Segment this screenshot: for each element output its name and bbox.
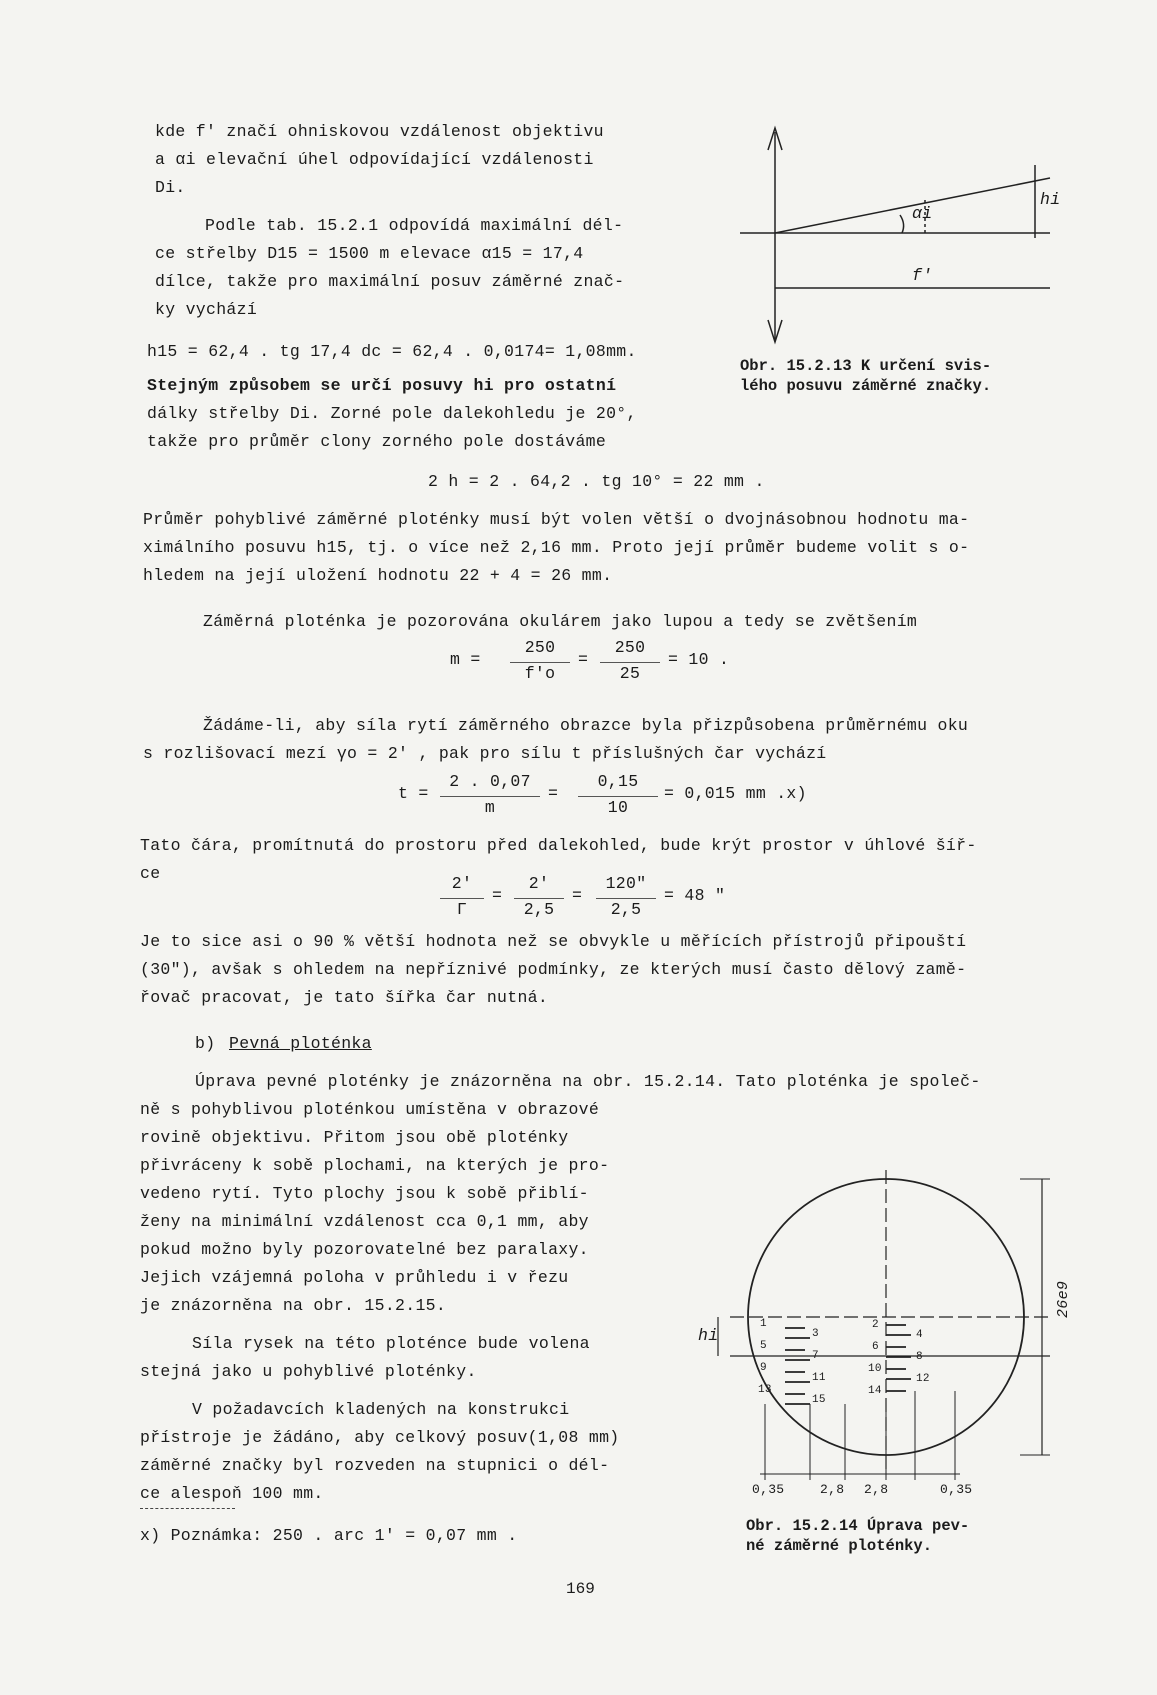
section-b-title: Pevná ploténka	[229, 1034, 372, 1053]
eq-t-den1: m	[484, 798, 496, 817]
eq-m-mid: =	[578, 650, 589, 669]
figure-vertical-shift	[730, 120, 1060, 350]
eq-a-num3: 120"	[605, 874, 647, 893]
para3-line-1: Průměr pohyblivé záměrné ploténky musí být volen větší o dvojnásobnou hodnotu ma-	[143, 510, 970, 529]
figure2-caption-line-1: Obr. 15.2.14 Úprava pev-	[746, 1517, 970, 1535]
right-mark-14: 14	[868, 1385, 882, 1397]
eq-a-rhs: = 48 "	[664, 886, 726, 905]
eq-m-num2: 250	[614, 638, 646, 657]
page-number: 169	[566, 1580, 595, 1598]
eq-a-eq2: =	[572, 886, 583, 905]
footnote: x) Poznámka: 250 . arc 1' = 0,07 mm .	[140, 1526, 518, 1545]
para3-line-3: hledem na její uložení hodnotu 22 + 4 = 26 mm.	[143, 566, 613, 585]
para5-line-1: Žádáme-li, aby síla rytí záměrného obrazce byla přizpůsobena průměrnému oku	[203, 716, 969, 735]
eq-m-lhs: m =	[450, 650, 481, 669]
para10-line-1: V požadavcích kladených na konstrukci	[192, 1400, 570, 1419]
para5-line-2: s rozlišovací mezí γo = 2' , pak pro sílu t příslušných čar vychází	[143, 744, 827, 763]
right-mark-8: 8	[916, 1351, 923, 1363]
para8-line-9: je znázorněna na obr. 15.2.15.	[140, 1296, 447, 1315]
figure1-label-alpha: αi	[912, 204, 933, 223]
para8-line-1: Úprava pevné ploténky je znázorněna na obr. 15.2.14. Tato ploténka je společ-	[195, 1072, 981, 1091]
para8-line-4: přivráceny k sobě plochami, na kterých je pro-	[140, 1156, 610, 1175]
figure1-label-h: hi	[1040, 190, 1061, 209]
para8-line-7: pokud možno byly pozorovatelné bez paralaxy.	[140, 1240, 589, 1259]
para1-line-1: Podle tab. 15.2.1 odpovídá maximální dél-	[205, 216, 624, 235]
bottom-dim-3: 2,8	[864, 1482, 889, 1497]
para2-line-3: takže pro průměr clony zorného pole dostáváme	[147, 432, 607, 451]
para1-line-3: dílce, takže pro maximální posuv záměrné znač-	[155, 272, 625, 291]
para8-line-3: rovině objektivu. Přitom jsou obě ploténky	[140, 1128, 569, 1147]
para10-line-3: záměrné značky byl rozveden na stupnici o dél-	[140, 1456, 610, 1475]
figure1-caption-line-1: Obr. 15.2.13 K určení svis-	[740, 357, 992, 375]
bottom-dim-2: 2,8	[820, 1482, 845, 1497]
section-b-prefix: b)	[195, 1034, 216, 1053]
figure2-dim-h: hi	[698, 1326, 719, 1345]
para2-line-1: Stejným způsobem se určí posuvy hi pro ostatní	[147, 376, 617, 395]
para6-line-1: Tato čára, promítnutá do prostoru před dalekohled, bude krýt prostor v úhlové šíř-	[140, 836, 977, 855]
equation-2h: 2 h = 2 . 64,2 . tg 10° = 22 mm .	[428, 472, 765, 491]
para7-line-2: (30"), avšak s ohledem na nepříznivé podmínky, ze kterých musí často dělový zamě-	[140, 960, 967, 979]
left-mark-15: 15	[812, 1394, 826, 1406]
para10-line-2: přístroje je žádáno, aby celkový posuv(1,08 mm)	[140, 1428, 620, 1447]
eq-a-den2: 2,5	[523, 900, 555, 919]
para6-line-2: ce	[140, 864, 161, 883]
para3-line-2: ximálního posuvu h15, tj. o více než 2,16 mm. Proto její průměr budeme volit s o-	[143, 538, 970, 557]
para8-line-2: ně s pohyblivou ploténkou umístěna v obrazové	[140, 1100, 600, 1119]
right-mark-6: 6	[872, 1341, 879, 1353]
left-mark-5: 5	[760, 1340, 767, 1352]
left-mark-9: 9	[760, 1362, 767, 1374]
equation-h15: h15 = 62,4 . tg 17,4 dc = 62,4 . 0,0174= 1,08mm.	[147, 342, 637, 361]
para8-line-8: Jejich vzájemná poloha v průhledu i v řezu	[140, 1268, 569, 1287]
right-mark-12: 12	[916, 1373, 930, 1385]
intro-line-2: a αi elevační úhel odpovídající vzdálenosti	[155, 150, 594, 169]
left-mark-1: 1	[760, 1318, 767, 1330]
para7-line-1: Je to sice asi o 90 % větší hodnota než se obvykle u měřících přístrojů připouští	[140, 932, 967, 951]
para8-line-6: ženy na minimální vzdálenost cca 0,1 mm, aby	[140, 1212, 589, 1231]
bottom-dim-4: 0,35	[940, 1482, 973, 1497]
eq-t-num1: 2 . 0,07	[449, 772, 531, 791]
angle-arc	[900, 215, 904, 233]
eq-m-den2: 25	[619, 664, 641, 683]
figure2-caption-line-2: né záměrné ploténky.	[746, 1537, 933, 1555]
eq-a-eq1: =	[492, 886, 503, 905]
right-mark-10: 10	[868, 1363, 882, 1375]
right-mark-4: 4	[916, 1329, 923, 1341]
eq-t-lhs: t =	[398, 784, 429, 803]
eq-m-num1: 250	[524, 638, 556, 657]
para7-line-3: řovač pracovat, je tato šířka čar nutná.	[140, 988, 549, 1007]
left-mark-7: 7	[812, 1350, 819, 1362]
eq-t-den2: 10	[607, 798, 629, 817]
left-mark-13: 13	[758, 1384, 772, 1396]
bottom-dim-1: 0,35	[752, 1482, 785, 1497]
eq-m-rhs: = 10 .	[668, 650, 730, 669]
eq-t-num2: 0,15	[597, 772, 639, 791]
eq-a-num1: 2'	[451, 874, 473, 893]
eq-t-mid: =	[548, 784, 559, 803]
para10-line-4: ce alespoň 100 mm.	[140, 1484, 324, 1503]
eq-a-num2: 2'	[528, 874, 550, 893]
eq-a-den3: 2,5	[610, 900, 642, 919]
eq-m-den1: f'o	[524, 664, 556, 683]
intro-line-3: Di.	[155, 178, 186, 197]
intro-line-1: kde f' značí ohniskovou vzdálenost objektivu	[155, 122, 604, 141]
figure-fixed-reticle	[690, 1160, 1070, 1510]
figure1-caption-line-2: lého posuvu záměrné značky.	[740, 377, 992, 395]
left-mark-3: 3	[812, 1328, 819, 1340]
footnote-separator	[140, 1508, 235, 1509]
eq-a-den1: Γ	[456, 900, 468, 919]
para1-line-2: ce střelby D15 = 1500 m elevace α15 = 17,4	[155, 244, 584, 263]
figure2-dim-diameter: 26e9	[1055, 1280, 1072, 1318]
figure1-label-f: f'	[912, 266, 933, 285]
para8-line-5: vedeno rytí. Tyto plochy jsou k sobě přiblí-	[140, 1184, 589, 1203]
para9-line-2: stejná jako u pohyblivé ploténky.	[140, 1362, 477, 1381]
eq-t-rhs: = 0,015 mm .x)	[664, 784, 807, 803]
para2-line-2: dálky střelby Di. Zorné pole dalekohledu je 20°,	[147, 404, 637, 423]
para1-line-4: ky vychází	[155, 300, 258, 319]
para4: Záměrná ploténka je pozorována okulárem jako lupou a tedy se zvětšením	[203, 612, 918, 631]
left-mark-11: 11	[812, 1372, 826, 1384]
para9-line-1: Síla rysek na této ploténce bude volena	[192, 1334, 590, 1353]
right-mark-2: 2	[872, 1319, 879, 1331]
